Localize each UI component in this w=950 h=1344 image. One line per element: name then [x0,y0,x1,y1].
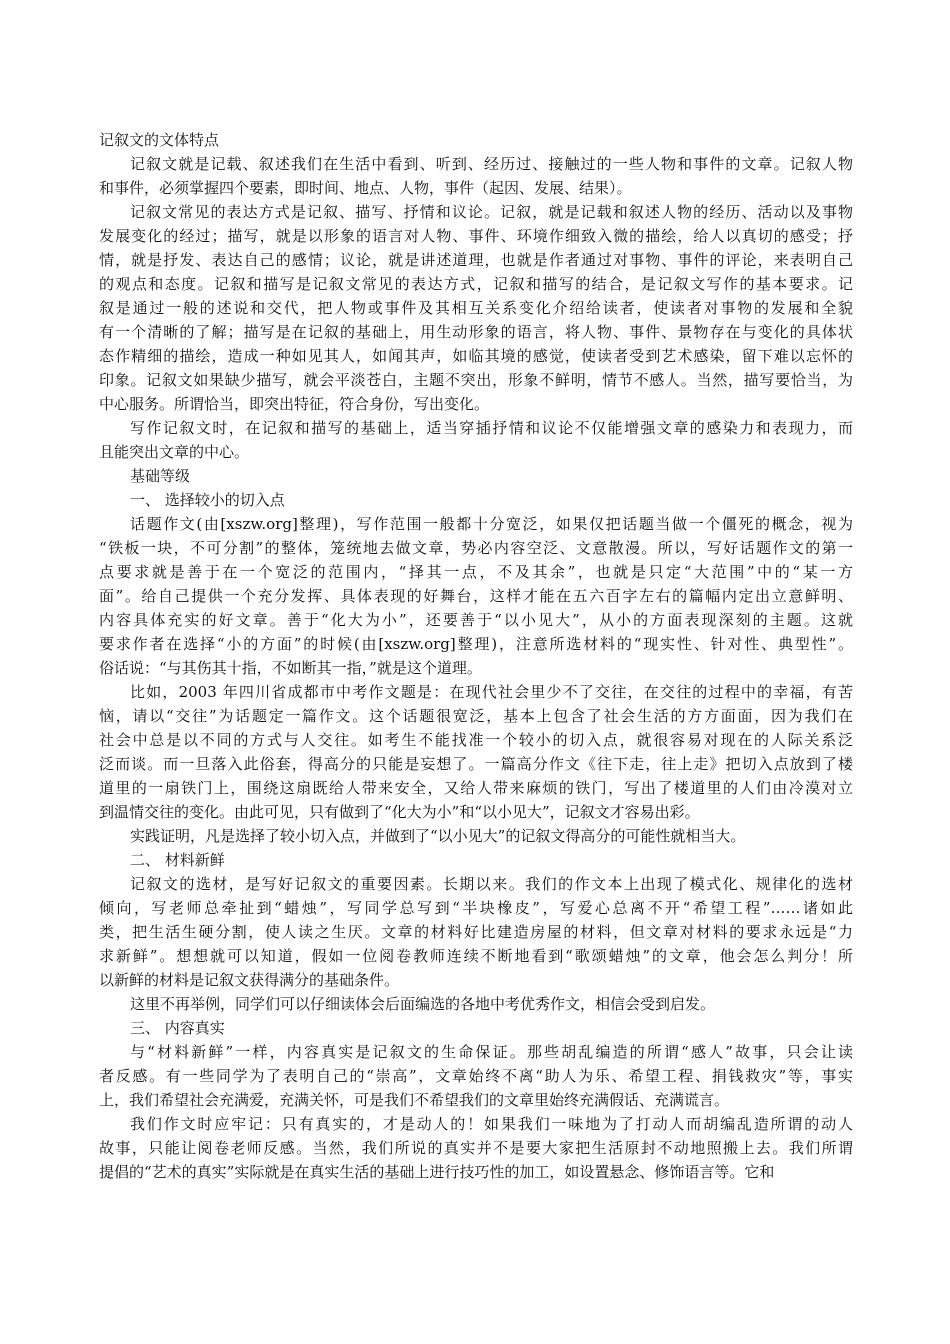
text-line: 我们作文时应牢记：只有真实的，才是动人的！如果我们一味地为了打动人而胡编乱造所谓的动人 [130,1115,853,1133]
text-line: 情，就是抒发、表达自己的感情；议论，就是讲述道理，也就是作者通过对事物、事件的评论，来表明自己 [99,251,853,269]
text-line: 态作精细的描绘，造成一种如见其人，如闻其声，如临其境的感觉，使读者受到艺术感染，留下难以忘怀的 [99,347,853,365]
text-line: 俗话说：“与其伤其十指，不如断其一指，”就是这个道理。 [99,659,482,677]
text-line: 三、 内容真实 [130,1019,225,1037]
text-line: 叙是通过一般的述说和交代，把人物或事件及其相互关系变化介绍给读者，使读者对事物的发展和全貌 [99,299,853,317]
text-line: 上，我们希望社会充满爱，充满关怀，可是我们不希望我们的文章里始终充满假话、充满谎言。 [99,1091,730,1109]
text-line: 恼，请以“交往”为话题定一篇作文。这个话题很宽泛，基本上包含了社会生活的方方面面，因为我们在 [99,707,853,725]
section-heading [99,848,853,872]
document-title: 记叙文的文体特点 [99,131,220,149]
text-line: 到温情交往的变化。由此可见，只有做到了“化大为小”和“以小见大”，记叙文才容易出彩。 [99,803,700,821]
text-line: 中心服务。所谓恰当，即突出特征，符合身份，写出变化。 [99,395,490,413]
paragraph [99,1112,853,1184]
text-line: 点要求就是善于在一个宽泛的范围内，“择其一点，不及其余”，也就是只定“大范围”中的“某一方 [99,563,853,581]
paragraph [99,416,853,464]
section-heading [99,488,853,512]
text-line: 基础等级 [130,467,191,485]
document-page [99,128,853,1184]
paragraph [99,992,853,1016]
text-line: 内容具体充实的好文章。善于“化大为小”，还要善于“以小见大”，从小的方面表现深刻的主题。这就 [99,611,853,629]
paragraph [99,680,853,824]
text-line: 比如，2003 年四川省成都市中考作文题是：在现代社会里少不了交往，在交往的过程中的幸福，有苦 [130,683,853,701]
text-line: 道里的一扇铁门上，围绕这扇既给人带来安全，又给人带来麻烦的铁门，写出了楼道里的人们由冷漠对立 [99,779,853,797]
text-line: 求新鲜”。想想就可以知道，假如一位阅卷教师连续不断地看到“歌颂蜡烛”的文章，他会怎么判分！所 [99,947,853,965]
text-line: 故事，只能让阅卷老师反感。当然，我们所说的真实并不是要大家把生活原封不动地照搬上去。我们所谓 [99,1139,853,1157]
text-line: 印象。记叙文如果缺少描写，就会平淡苍白，主题不突出，形象不鲜明，情节不感人。当然，描写要恰当，为 [99,371,853,389]
text-line: 倾向，写老师总牵扯到“蜡烛”，写同学总写到“半块橡皮”，写爱心总离不开“希望工程”……诸如此 [99,899,853,917]
text-line: 二、 材料新鲜 [130,851,225,869]
text-line: 记叙文常见的表达方式是记叙、描写、抒情和议论。记叙，就是记载和叙述人物的经历、活动以及事物 [130,203,853,221]
text-line: 写作记叙文时，在记叙和描写的基础上，适当穿插抒情和议论不仅能增强文章的感染力和表现力，而 [130,419,853,437]
section-heading [99,1016,853,1040]
section-heading [99,464,853,488]
document-body [99,152,853,1184]
paragraph [99,872,853,992]
paragraph [99,512,853,680]
text-line: 记叙文就是记载、叙述我们在生活中看到、听到、经历过、接触过的一些人物和事件的文章。记叙人物 [130,155,853,173]
text-line: 实践证明，凡是选择了较小切入点，并做到了“以小见大”的记叙文得高分的可能性就相当大。 [130,827,746,845]
text-line: 且能突出文章的中心。 [99,443,250,461]
text-line: 和事件，必须掌握四个要素，即时间、地点、人物，事件（起因、发展、结果）。 [99,179,632,197]
text-line: 类，把生活生硬分割，使人读之生厌。文章的材料好比建造房屋的材料，但文章对材料的要求永远是“力 [99,923,853,941]
text-line: 提倡的“艺术的真实”实际就是在真实生活的基础上进行技巧性的加工，如设置悬念、修饰语言等。它和 [99,1163,775,1181]
text-line: “铁板一块，不可分割”的整体，笼统地去做文章，势必内容空泛、文意散漫。所以，写好话题作文的第一 [99,539,853,557]
text-line: 的观点和态度。记叙和描写是记叙文常见的表达方式，记叙和描写的结合，是记叙文写作的基本要求。记 [99,275,853,293]
text-line: 要求作者在选择“小的方面”的时候(由[xszw.org]整理)，注意所选材料的“现实性、针对性、典型性”。 [99,635,853,653]
text-line: 与“材料新鲜”一样，内容真实是记叙文的生命保证。那些胡乱编造的所谓“感人”故事，只会让读 [130,1043,853,1061]
paragraph [99,200,853,416]
text-line: 话题作文(由[xszw.org]整理)，写作范围一般都十分宽泛，如果仅把话题当做一个僵死的概念，视为 [130,515,853,533]
text-line: 记叙文的选材，是写好记叙文的重要因素。长期以来。我们的作文本上出现了模式化、规律化的选材 [130,875,853,893]
text-line: 泛而谈。而一旦落入此俗套，得高分的只能是妄想了。一篇高分作文《往下走，往上走》把切入点放到了楼 [99,755,853,773]
text-line: 者反感。有一些同学为了表明自己的“崇高”，文章始终不离“助人为乐、希望工程、捐钱救灾”等，事实 [99,1067,853,1085]
text-line: 社会中总是以不同的方式与人交往。如考生不能找准一个较小的切入点，就很容易对现在的人际关系泛 [99,731,853,749]
text-line: 有一个清晰的了解；描写是在记叙的基础上，用生动形象的语言，将人物、事件、景物存在与变化的具体状 [99,323,853,341]
text-line: 以新鲜的材料是记叙文获得满分的基础条件。 [99,971,400,989]
paragraph [99,152,853,200]
text-line: 这里不再举例，同学们可以仔细读体会后面编选的各地中考优秀作文，相信会受到启发。 [130,995,716,1013]
paragraph [99,824,853,848]
text-line: 一、 选择较小的切入点 [130,491,285,509]
text-line: 发展变化的经过；描写，就是以形象的语言对人物、事件、环境作细致入微的描绘，给人以真切的感受；抒 [99,227,853,245]
paragraph [99,1040,853,1112]
text-line: 面”。给自己提供一个充分发挥、具体表现的好舞台，这样才能在五六百字左右的篇幅内定出立意鲜明、 [99,587,853,605]
